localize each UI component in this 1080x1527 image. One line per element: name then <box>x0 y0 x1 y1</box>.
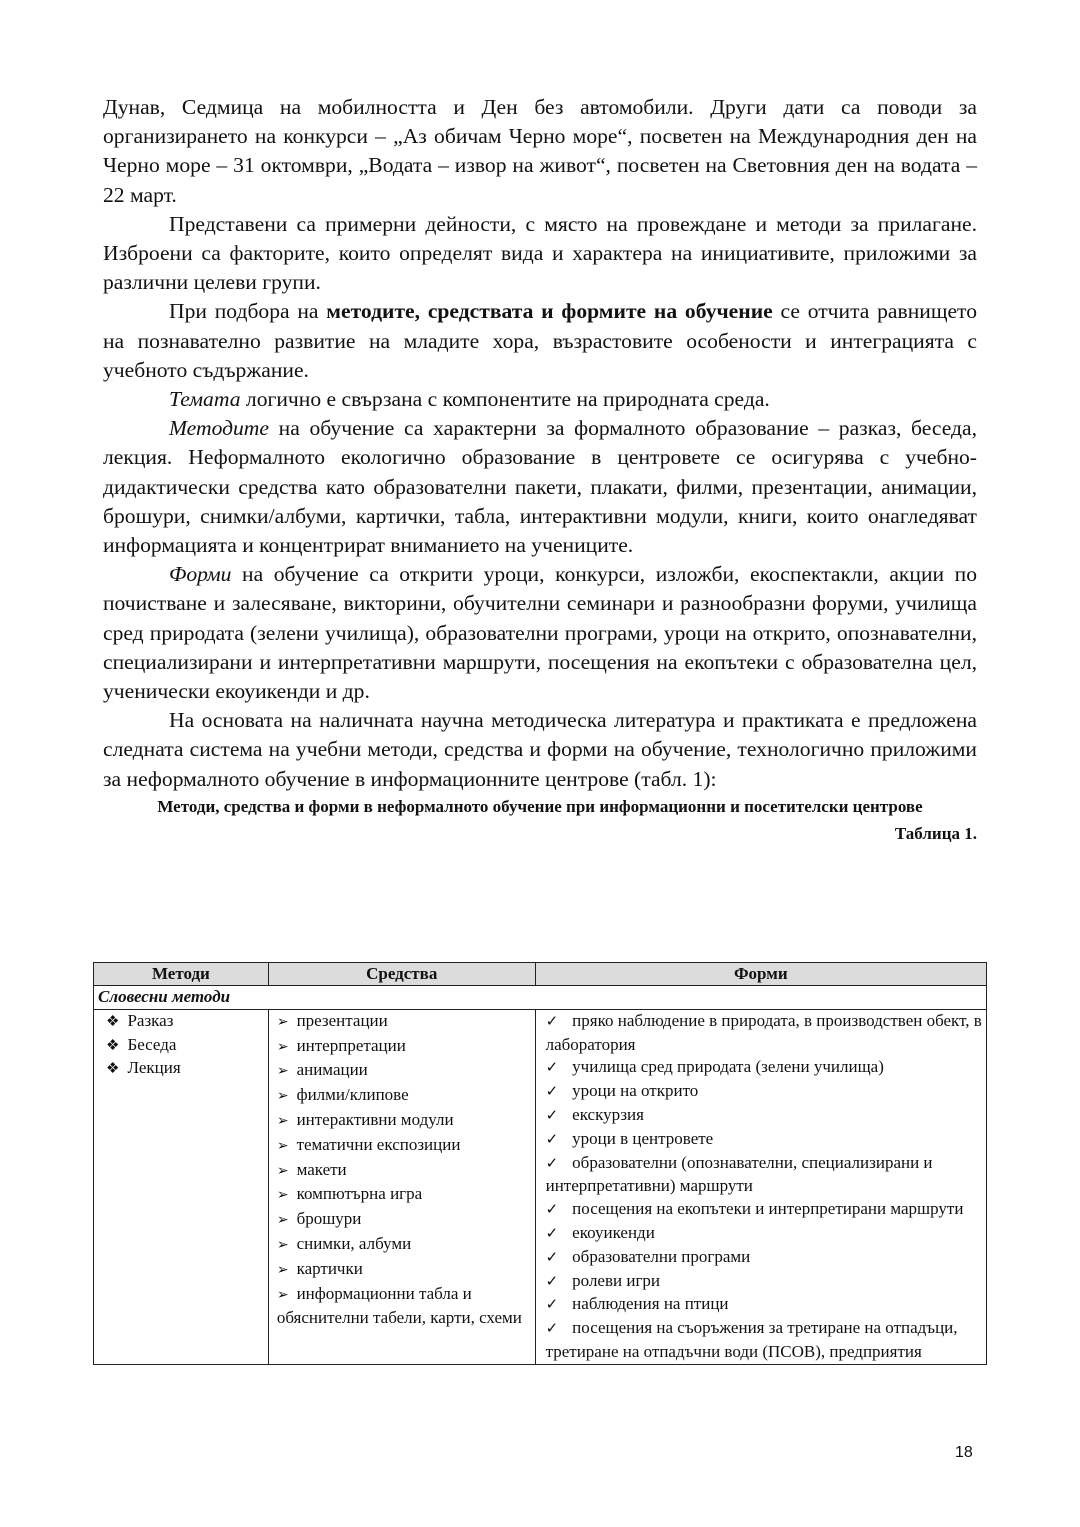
methods-table <box>93 962 987 1365</box>
list-item: ➢ тематични експозиции <box>277 1134 531 1159</box>
header-methods: Методи <box>94 963 269 986</box>
page-number: 18 <box>955 1444 973 1461</box>
list-item: ➢ картички <box>277 1258 531 1283</box>
list-item: ➢ филми/клипове <box>277 1084 531 1109</box>
list-item: ➢ компютърна игра <box>277 1183 531 1208</box>
table-group-row <box>94 986 987 1010</box>
list-item: ➢ макети <box>277 1159 531 1184</box>
list-item: ➢ интерпретации <box>277 1035 531 1060</box>
paragraph-6: Форми на обучение са открити уроци, конкурси, изложби, екоспектакли, акции по почистване и залесяване, викторини, обучителни семинари и разнообразни форуми, училища сред природата (зелени училища), образователни програми, уроци на открито, опознавателни, специализирани и интерпретативни маршрути, посещения на екопътеки с образователна цел, ученически екоуикенди и др. <box>103 562 977 704</box>
list-item: ❖ Разказ <box>106 1010 264 1034</box>
list-item: ➢ анимации <box>277 1059 531 1084</box>
list-item: ✓ образователни програми <box>546 1246 982 1270</box>
list-item: ✓ екоуикенди <box>546 1222 982 1246</box>
paragraph-1: Дунав, Седмица на мобилността и Ден без автомобили. Други дати са поводи за организирането на конкурси – „Аз обичам Черно море“, посветен на Международния ден на Черно море – 31 октомври, „Водата – извор на живот“, посветен на Световния ден на водата – 22 март. <box>103 95 977 207</box>
list-item: ➢ презентации <box>277 1010 531 1035</box>
paragraph-3: При подбора на методите, средствата и формите на обучение се отчита равнището на познавателно развитие на младите хора, възрастовите особености и интеграцията с учебното съдържание. <box>103 299 977 382</box>
methods-list <box>98 1010 264 1081</box>
header-forms: Форми <box>535 963 986 986</box>
paragraph-5: Методите на обучение са характерни за формалното образование – разказ, беседа, лекция. Неформалното екологично образование в центровете се осигурява с учебно-дидактически средства като образователни пакети, плакати, филми, презентации, анимации, брошури, снимки/албуми, картички, табла, интерактивни модули, книги, които онагледяват информацията и концентрират вниманието на учениците. <box>103 416 977 558</box>
list-item: ✓ образователни (опознавателни, специализирани и интерпретативни) маршрути <box>546 1152 982 1199</box>
list-item: ✓ уроци на открито <box>546 1080 982 1104</box>
list-item: ✓ пряко наблюдение в природата, в производствен обект, в лаборатория <box>546 1010 982 1057</box>
header-means: Средства <box>268 963 535 986</box>
list-item: ✓ посещения на съоръжения за третиране на отпадъци, третиране на отпадъчни води (ПСОВ), предприятия <box>546 1317 982 1364</box>
forms-list <box>540 1010 982 1364</box>
list-item: ➢ брошури <box>277 1208 531 1233</box>
list-item: ✓ наблюдения на птици <box>546 1293 982 1317</box>
list-item: ✓ ролеви игри <box>546 1270 982 1294</box>
paragraph-4: Темата логично е свързана с компонентите на природната среда. <box>169 387 770 412</box>
list-item: ➢ снимки, албуми <box>277 1233 531 1258</box>
bold-term: методите, средствата и формите на обучение <box>326 299 773 324</box>
paragraph-7: На основата на наличната научна методическа литература и практиката е предложена следната система на учебни методи, средства и форми на обучение, технологично приложими за неформалното обучение в информационните центрове (табл. 1): <box>103 708 977 791</box>
means-cell <box>268 1009 535 1364</box>
list-item: ➢ интерактивни модули <box>277 1109 531 1134</box>
paragraph-2: Представени са примерни дейности, с място на провеждане и методи за прилагане. Изброени са факторите, които определят вида и характера на инициативите, приложими за различни целеви групи. <box>103 211 977 295</box>
list-item: ✓ училища сред природата (зелени училища) <box>546 1056 982 1080</box>
means-list <box>273 1010 531 1330</box>
list-item: ✓ екскурзия <box>546 1104 982 1128</box>
list-item: ❖ Лекция <box>106 1057 264 1081</box>
table-number: Таблица 1. <box>894 823 977 843</box>
table-caption: Методи, средства и форми в неформалното обучение при информационни и посетителски центрове <box>157 796 923 816</box>
table-header-row <box>94 963 987 986</box>
table-row <box>94 1009 987 1364</box>
list-item: ✓ посещения на екопътеки и интерпретирани маршрути <box>546 1198 982 1222</box>
list-item: ✓ уроци в центровете <box>546 1128 982 1152</box>
group-label: Словесни методи <box>94 986 987 1010</box>
list-item: ❖ Беседа <box>106 1034 264 1058</box>
methods-cell <box>94 1009 269 1364</box>
document-body <box>103 93 977 852</box>
forms-cell <box>535 1009 986 1364</box>
list-item: ➢ информационни табла и обяснителни табели, карти, схеми <box>277 1283 531 1331</box>
